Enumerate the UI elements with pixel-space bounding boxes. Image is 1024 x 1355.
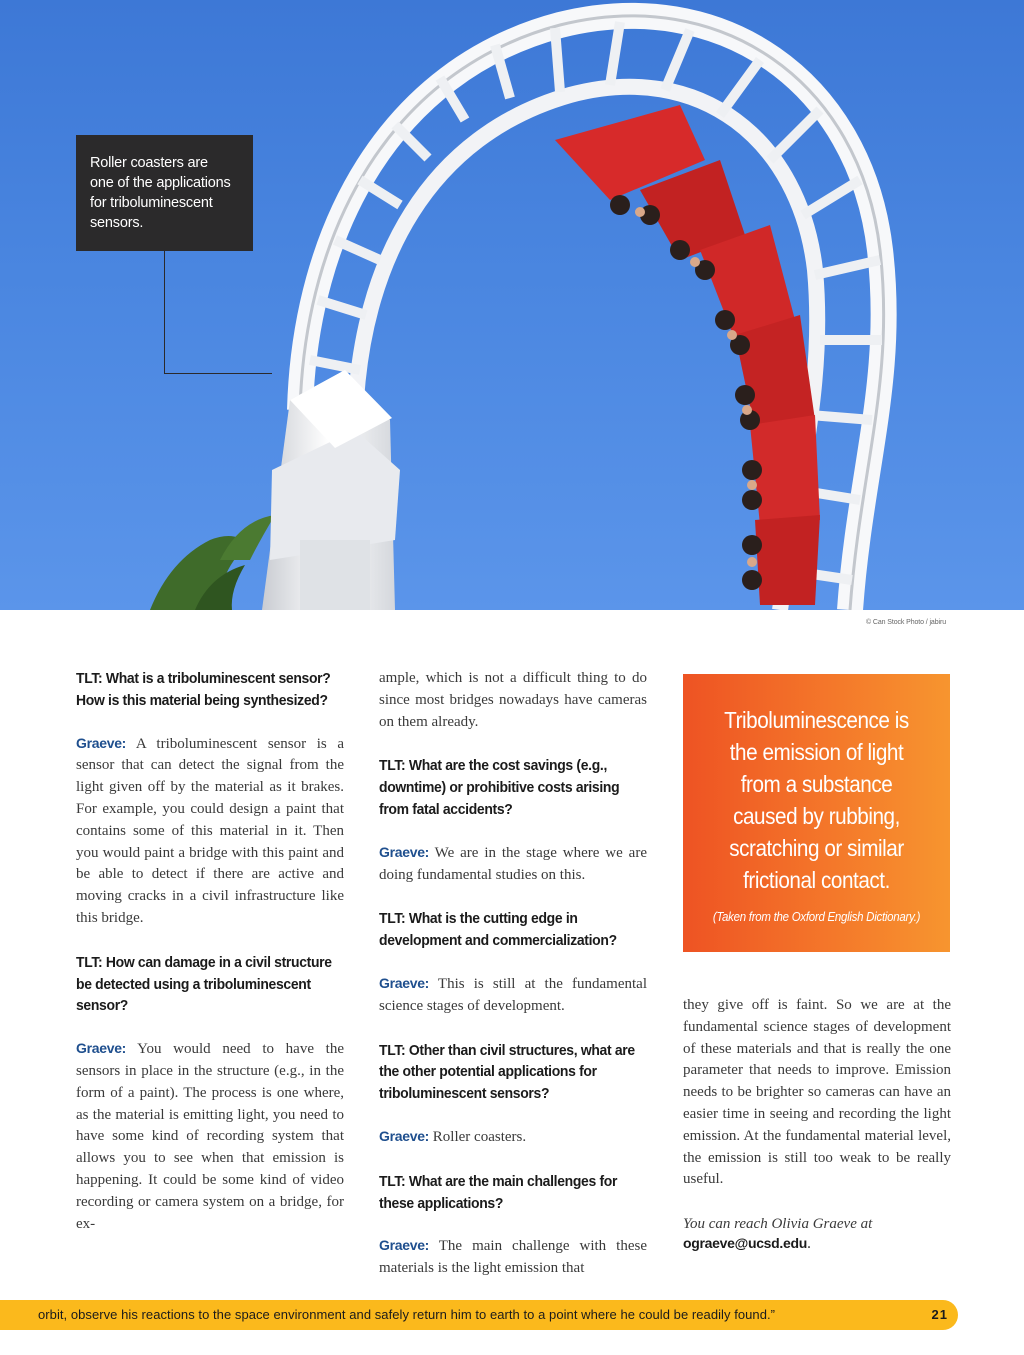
photo-caption xyxy=(76,135,253,251)
speaker-label: Graeve: xyxy=(76,1040,127,1057)
answer-paragraph xyxy=(379,973,647,1018)
palm-tree xyxy=(150,515,275,610)
definition-callout xyxy=(683,674,950,952)
speaker-label: Graeve: xyxy=(379,843,430,860)
caption-line: for triboluminescent xyxy=(90,195,213,211)
answer-text: A triboluminescent sensor is a sensor that can detect the signal from the light given off by the material as it brakes. For example, you could design a paint that contains some of this material in it. Then you would paint a bridge with this paint and be able to detect if there are active and moving cracks in a civil infrastructure like this bridge. xyxy=(76,735,344,926)
caption-line: sensors. xyxy=(90,215,144,231)
roller-coaster-illustration xyxy=(0,0,1024,610)
footer-quote: orbit, observe his reactions to the space environment and safely return him to earth to a point where he could be readily found.” xyxy=(38,1307,776,1322)
answer-paragraph xyxy=(379,842,647,887)
question-heading: TLT: Other than civil structures, what are the other potential applications for triboluminescent sensors? xyxy=(379,1041,635,1103)
answer-paragraph xyxy=(76,733,344,930)
question-heading: TLT: What is the cutting edge in development and commercialization? xyxy=(379,910,617,950)
speaker-label: Graeve: xyxy=(379,1237,430,1254)
page-number: 21 xyxy=(931,1307,948,1322)
speaker-label: Graeve: xyxy=(76,734,127,751)
continued-paragraph: ample, which is not a difficult thing to do since most bridges nowadays have cameras on them already. xyxy=(379,670,647,730)
answer-paragraph xyxy=(379,1126,647,1149)
contact-email-link[interactable]: ograeve@ucsd.edu xyxy=(683,1235,808,1252)
speaker-label: Graeve: xyxy=(379,1127,430,1144)
caption-leader-line xyxy=(164,251,165,374)
definition-text: Triboluminescence is the emission of light from a substance caused by rubbing, scratching or similar frictional contact. xyxy=(724,707,909,893)
answer-text: This is still at the fundamental science stages of development. xyxy=(379,975,647,1014)
column-1 xyxy=(76,668,344,1235)
contact-email-line xyxy=(683,1235,951,1253)
caption-leader-line xyxy=(164,373,272,374)
answer-text: Roller coasters. xyxy=(429,1128,527,1145)
column-3 xyxy=(683,995,951,1253)
question-heading: TLT: What are the cost savings (e.g., downtime) or prohibitive costs arising from fatal accidents? xyxy=(379,757,620,818)
question-heading: TLT: How can damage in a civil structure be detected using a triboluminescent sensor? xyxy=(76,953,332,1015)
definition-source: (Taken from the Oxford English Dictionary.) xyxy=(712,910,921,924)
answer-text: You would need to have the sensors in place in the structure (e.g., in the form of a paint). The process is one where, as the material is emitting light, you need to have some kind of recording system that allows you to see when that emission is happening. It could be some kind of video recording or camera system on a bridge, for ex- xyxy=(76,1041,344,1232)
answer-text: The main challenge with these materials is the light emission that xyxy=(379,1238,647,1277)
question-heading: TLT: What are the main challenges for these applications? xyxy=(379,1172,618,1212)
answer-paragraph xyxy=(76,1038,344,1235)
speaker-label: Graeve: xyxy=(379,974,430,991)
answer-paragraph xyxy=(379,1235,647,1280)
support-column xyxy=(262,370,400,610)
answer-text: We are in the stage where we are doing fundamental studies on this. xyxy=(379,844,647,883)
column-2 xyxy=(379,668,647,1280)
continued-paragraph: they give off is faint. So we are at the fundamental science stages of development of these materials and that is really the one parameter that needs to improve. Emission needs to be brighter so cameras can have an easier time in seeing and recording the light emission. At the fundamental material level, the emission is still too weak to be really useful. xyxy=(683,997,951,1188)
photo-credit: © Can Stock Photo / jabiru xyxy=(866,619,946,626)
contact-period: . xyxy=(807,1235,812,1253)
caption-line: one of the applications xyxy=(90,175,231,191)
contact-line: You can reach Olivia Graeve at xyxy=(683,1216,873,1233)
footer-bar xyxy=(0,1300,958,1330)
caption-line: Roller coasters are xyxy=(90,155,208,171)
roller-coaster-photo xyxy=(0,0,1024,610)
question-heading: TLT: What is a triboluminescent sensor? How is this material being synthesized? xyxy=(76,670,331,709)
